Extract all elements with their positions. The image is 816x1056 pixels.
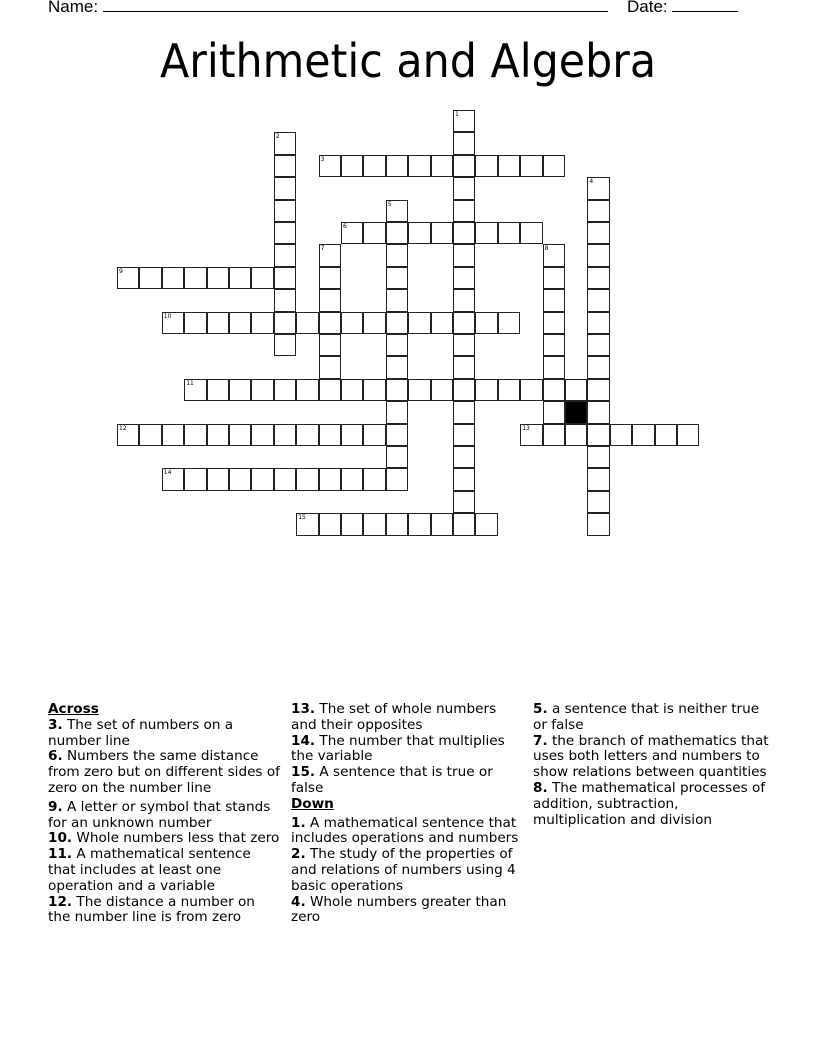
grid-cell[interactable] [587,244,609,266]
grid-cell[interactable] [229,424,251,446]
grid-cell[interactable] [274,424,296,446]
grid-cell[interactable] [386,200,408,222]
grid-cell[interactable] [319,289,341,311]
grid-cell[interactable] [587,177,609,199]
clue-number: 3. [48,716,63,733]
grid-cell[interactable] [251,312,273,334]
clue-text: The number that multiplies the variable [291,732,505,765]
grid-cell[interactable] [543,267,565,289]
grid-cell[interactable] [274,200,296,222]
clue-across-6 [48,749,280,796]
clues-column-2 [291,702,523,926]
grid-cell[interactable] [184,424,206,446]
grid-cell[interactable] [587,379,609,401]
grid-cell[interactable] [408,222,430,244]
grid-cell[interactable] [543,424,565,446]
grid-cell[interactable] [498,379,520,401]
grid-cell[interactable] [453,222,475,244]
grid-cell[interactable] [363,155,385,177]
clue-down-1 [291,816,523,848]
grid-cell[interactable] [207,468,229,490]
clue-number: 13. [291,701,316,717]
clue-text: A sentence that is true or false [291,764,493,796]
grid-cell[interactable] [296,424,318,446]
grid-cell[interactable] [386,222,408,244]
grid-cell[interactable] [319,244,341,266]
grid-cell[interactable] [587,334,609,356]
grid-cell[interactable] [162,424,184,446]
grid-cell[interactable] [319,356,341,378]
grid-cell[interactable] [274,468,296,490]
clue-across-10 [48,831,280,847]
grid-cell[interactable] [296,513,318,535]
grid-cell[interactable] [207,424,229,446]
grid-cell[interactable] [363,222,385,244]
clue-across-9 [48,800,280,832]
grid-cell[interactable] [363,312,385,334]
grid-cell[interactable] [453,424,475,446]
grid-cell[interactable] [431,312,453,334]
grid-cell[interactable] [655,424,677,446]
grid-cell[interactable] [453,401,475,423]
grid-cell[interactable] [162,468,184,490]
clue-number-label: 14 [163,469,172,477]
grid-cell[interactable] [543,334,565,356]
clue-number-label: 7 [320,245,325,253]
grid-cell[interactable] [363,379,385,401]
grid-cell[interactable] [274,155,296,177]
grid-cell[interactable] [475,513,497,535]
grid-cell[interactable] [587,446,609,468]
clue-text: A mathematical sentence that includes operations and numbers [291,814,519,847]
grid-cell[interactable] [386,312,408,334]
clue-text: A mathematical sentence that includes at least one operation and a variable [48,846,251,894]
grid-cell[interactable] [453,356,475,378]
date-label: Date: [627,0,668,16]
grid-cell[interactable] [386,244,408,266]
clue-number-label: 8 [544,245,549,253]
name-label: Name: [48,0,99,16]
grid-cell[interactable] [341,424,363,446]
grid-cell[interactable] [386,289,408,311]
grid-cell[interactable] [363,424,385,446]
grid-cell[interactable] [162,312,184,334]
grid-cell[interactable] [229,312,251,334]
clue-across-11 [48,847,280,894]
grid-cell[interactable] [319,267,341,289]
grid-cell[interactable] [587,356,609,378]
clues-column-3 [533,702,769,828]
clue-across-3 [48,718,280,750]
grid-cell[interactable] [520,155,542,177]
grid-cell[interactable] [386,334,408,356]
grid-cell[interactable] [587,312,609,334]
grid-cell[interactable] [386,446,408,468]
clue-text: Whole numbers less that zero [76,830,280,847]
clue-number: 11. [48,846,73,863]
clue-number-label: 12 [119,424,127,432]
grid-cell[interactable] [453,177,475,199]
grid-cell[interactable] [386,267,408,289]
grid-cell[interactable] [274,244,296,266]
clue-across-15 [291,765,523,797]
grid-cell[interactable] [453,200,475,222]
grid-cell[interactable] [498,312,520,334]
clue-text: Numbers the same distance from zero but on different sides of zero on the number line [48,748,280,796]
clue-number: 4. [291,893,306,910]
clue-number: 5. [533,701,548,717]
grid-cell[interactable] [207,267,229,289]
grid-cell[interactable] [520,222,542,244]
clue-text: The distance a number on the number line is from zero [48,893,255,926]
grid-cell[interactable] [453,267,475,289]
clue-number-label: 6 [343,223,347,230]
grid-cell[interactable] [453,244,475,266]
clue-text: a sentence that is neither true or false [533,701,760,733]
grid-cell[interactable] [543,289,565,311]
grid-cell[interactable] [341,513,363,535]
grid-cell[interactable] [453,491,475,513]
clue-text: The study of the properties of and relations of numbers using 4 basic operations [291,846,516,894]
clue-number-label: 15 [298,514,306,522]
grid-cell[interactable] [431,222,453,244]
clue-text: The mathematical processes of addition, subtraction, multiplication and division [533,779,766,828]
grid-cell[interactable] [386,468,408,490]
grid-cell[interactable] [565,379,587,401]
grid-cell[interactable] [587,222,609,244]
clue-down-2 [291,847,523,894]
grid-cell[interactable] [229,468,251,490]
clue-number-label: 4 [589,178,594,186]
page-title: Arithmetic and Algebra [159,34,657,88]
grid-cell[interactable] [543,356,565,378]
grid-cell[interactable] [386,401,408,423]
grid-cell[interactable] [543,401,565,423]
grid-cell[interactable] [319,513,341,535]
grid-cell[interactable] [587,200,609,222]
grid-cell[interactable] [386,155,408,177]
black-cell [565,401,587,423]
grid-cell[interactable] [341,468,363,490]
grid-cell[interactable] [587,289,609,311]
grid-cell[interactable] [319,424,341,446]
clue-number: 2. [291,846,306,863]
clue-down-8 [533,781,769,828]
clue-number-label: 11 [186,379,194,387]
clue-across-12 [48,895,280,927]
grid-cell[interactable] [184,468,206,490]
grid-cell[interactable] [543,244,565,266]
grid-cell[interactable] [341,222,363,244]
clue-number: 9. [48,798,63,815]
grid-cell[interactable] [319,155,341,177]
grid-cell[interactable] [587,401,609,423]
grid-cell[interactable] [520,424,542,446]
grid-cell[interactable] [386,356,408,378]
grid-cell[interactable] [207,312,229,334]
grid-cell[interactable] [274,312,296,334]
grid-cell[interactable] [677,424,699,446]
grid-cell[interactable] [498,222,520,244]
grid-cell[interactable] [386,379,408,401]
grid-cell[interactable] [453,155,475,177]
grid-cell[interactable] [632,424,654,446]
grid-cell[interactable] [520,379,542,401]
grid-cell[interactable] [543,312,565,334]
grid-cell[interactable] [184,267,206,289]
grid-cell[interactable] [475,312,497,334]
clue-number: 10. [48,830,73,847]
grid-cell[interactable] [431,155,453,177]
grid-cell[interactable] [408,379,430,401]
grid-cell[interactable] [251,468,273,490]
grid-cell[interactable] [475,222,497,244]
grid-cell[interactable] [565,424,587,446]
grid-cell[interactable] [274,379,296,401]
grid-cell[interactable] [587,468,609,490]
clue-down-4 [291,895,523,927]
across-heading: Across [48,701,99,717]
grid-cell[interactable] [587,491,609,513]
grid-cell[interactable] [408,312,430,334]
grid-cell[interactable] [319,379,341,401]
grid-cell[interactable] [431,379,453,401]
clue-number: 15. [291,764,316,781]
grid-cell[interactable] [543,379,565,401]
grid-cell[interactable] [543,155,565,177]
grid-cell[interactable] [453,312,475,334]
grid-cell[interactable] [341,379,363,401]
grid-cell[interactable] [319,468,341,490]
grid-cell[interactable] [274,132,296,154]
grid-cell[interactable] [341,312,363,334]
grid-cell[interactable] [363,468,385,490]
grid-cell[interactable] [296,468,318,490]
grid-cell[interactable] [296,312,318,334]
clue-across-13 [291,702,523,734]
grid-cell[interactable] [431,513,453,535]
clue-number-label: 10 [163,312,172,320]
clue-across-14 [291,734,523,766]
clue-number-label: 9 [119,267,123,275]
grid-cell[interactable] [296,379,318,401]
grid-cell[interactable] [386,424,408,446]
grid-cell[interactable] [274,334,296,356]
grid-cell[interactable] [274,222,296,244]
grid-cell[interactable] [453,379,475,401]
grid-cell[interactable] [251,424,273,446]
grid-cell[interactable] [453,513,475,535]
clue-number-label: 3 [320,155,325,163]
clue-text: A letter or symbol that stands for an unknown number [48,798,271,831]
grid-cell[interactable] [475,379,497,401]
grid-cell[interactable] [363,513,385,535]
grid-cell[interactable] [319,312,341,334]
clue-number: 8. [533,779,548,796]
clue-number-label: 5 [387,200,392,208]
grid-cell[interactable] [184,312,206,334]
grid-cell[interactable] [386,513,408,535]
grid-cell[interactable] [453,132,475,154]
grid-cell[interactable] [498,155,520,177]
clue-text: The set of numbers on a number line [48,716,234,749]
down-heading: Down [291,795,334,812]
grid-cell[interactable] [408,155,430,177]
grid-cell[interactable] [475,155,497,177]
grid-cell[interactable] [162,267,184,289]
clue-number: 7. [533,732,548,749]
clue-number-label: 13 [522,424,530,432]
clues-column-1 [48,702,280,926]
grid-cell[interactable] [453,468,475,490]
grid-cell[interactable] [207,379,229,401]
grid-cell[interactable] [453,334,475,356]
clue-number: 1. [291,814,306,831]
clue-down-7 [533,734,769,781]
grid-cell[interactable] [229,379,251,401]
clue-down-5 [533,702,769,734]
clue-text: the branch of mathematics that uses both letters and numbers to show relations between quantities [533,732,769,781]
grid-cell[interactable] [274,177,296,199]
grid-cell[interactable] [453,110,475,132]
grid-cell[interactable] [117,424,139,446]
grid-cell[interactable] [139,267,161,289]
grid-cell[interactable] [408,513,430,535]
clue-text: The set of whole numbers and their opposites [291,701,497,733]
grid-cell[interactable] [229,267,251,289]
grid-cell[interactable] [587,267,609,289]
clue-number-label: 2 [275,133,280,141]
grid-cell[interactable] [251,267,273,289]
grid-cell[interactable] [184,379,206,401]
grid-cell[interactable] [319,334,341,356]
grid-cell[interactable] [341,155,363,177]
grid-cell[interactable] [139,424,161,446]
clue-number-label: 1 [455,111,459,118]
clue-number: 12. [48,893,73,910]
grid-cell[interactable] [117,267,139,289]
grid-cell[interactable] [587,424,609,446]
grid-cell[interactable] [453,446,475,468]
grid-cell[interactable] [251,379,273,401]
clue-number: 6. [48,748,63,765]
grid-cell[interactable] [610,424,632,446]
clue-text: Whole numbers greater than zero [291,893,507,926]
clue-number: 14. [291,732,316,749]
grid-cell[interactable] [453,289,475,311]
grid-cell[interactable] [274,267,296,289]
grid-cell[interactable] [587,513,609,535]
grid-cell[interactable] [274,289,296,311]
